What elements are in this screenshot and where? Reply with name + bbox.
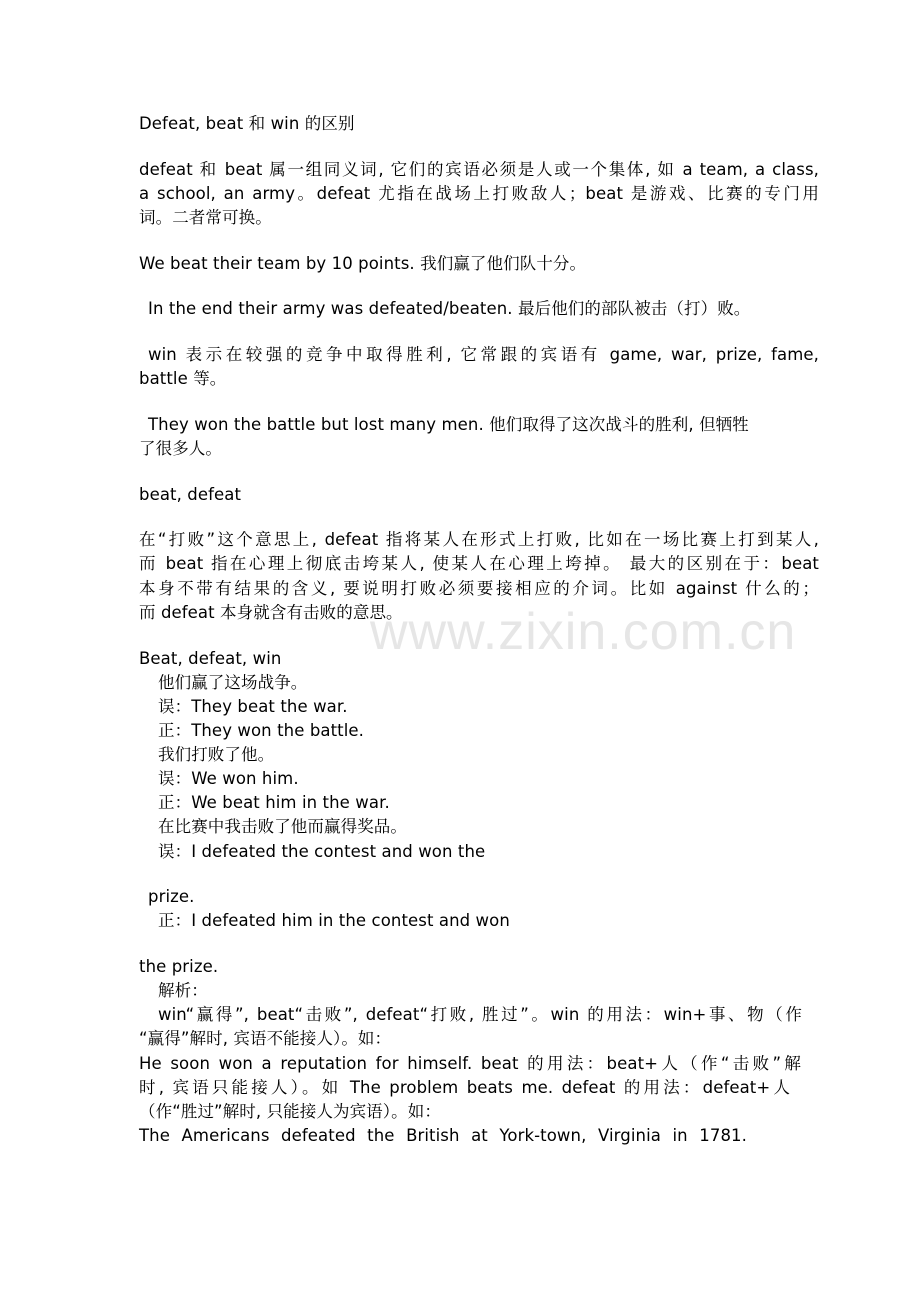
paragraph-line: a school, an army。defeat 尤指在战场上打败敌人；beat 是游戏、比赛的专门用 [139, 184, 819, 203]
paragraph-line: 而 defeat 本身就含有击败的意思。 [139, 603, 403, 622]
example-line: 误：We won him. [158, 769, 299, 788]
paragraph-line: 词。二者常可换。 [139, 208, 272, 227]
example-line: 正：I defeated him in the contest and won [158, 911, 510, 930]
example-sentence: We beat their team by 10 points. 我们赢了他们队十分。 [139, 254, 587, 273]
paragraph-line: win 表示在较强的竞争中取得胜利, 它常跟的宾语有 game, war, prize, fame, [148, 345, 819, 364]
analysis-line: “赢得”解时, 宾语不能接人）。如： [139, 1029, 392, 1048]
analysis-line: （作“胜过”解时, 只能接人为宾语）。如： [139, 1102, 441, 1121]
document-title: Defeat, beat 和 win 的区别 [139, 114, 355, 133]
example-line: 他们赢了这场战争。 [158, 673, 308, 692]
analysis-line: The Americans defeated the British at York-town, Virginia in 1781. [139, 1126, 747, 1145]
analysis-label: 解析： [158, 981, 208, 1000]
example-line: 我们打败了他。 [158, 745, 275, 764]
analysis-line: win“赢得”, beat“击败”, defeat“打败, 胜过”。win 的用法：win+事、物（作 [158, 1005, 802, 1024]
example-line: 误：They beat the war. [158, 697, 348, 716]
paragraph-line: battle 等。 [139, 369, 227, 388]
example-line: 正：They won the battle. [158, 721, 365, 740]
paragraph-line: 在“打败”这个意思上, defeat 指将某人在形式上打败, 比如在一场比赛上打到某人, [139, 530, 819, 549]
section-heading: beat, defeat [139, 485, 242, 504]
analysis-line: He soon won a reputation for himself. beat 的用法：beat+人（作“击败”解 [139, 1054, 801, 1073]
example-line: the prize. [139, 957, 219, 976]
paragraph-line: defeat 和 beat 属一组同义词, 它们的宾语必须是人或一个集体, 如 a team, a class, [139, 160, 819, 179]
paragraph-line: 而 beat 指在心理上彻底击垮某人, 使某人在心理上垮掉。 最大的区别在于：beat [139, 554, 819, 573]
section-heading: Beat, defeat, win [139, 649, 282, 668]
example-line: prize. [148, 887, 195, 906]
watermark: www.zixin.com.cn [370, 603, 797, 661]
example-line: 正：We beat him in the war. [158, 793, 390, 812]
example-sentence: 了很多人。 [139, 439, 222, 458]
example-line: 误：I defeated the contest and won the [158, 842, 486, 861]
analysis-line: 时, 宾语只能接人）。如 The problem beats me. defeat 的用法：defeat+人 [139, 1078, 790, 1097]
paragraph-line: 本身不带有结果的含义, 要说明打败必须要接相应的介词。比如 against 什么的； [139, 579, 819, 598]
example-sentence: In the end their army was defeated/beaten. 最后他们的部队被击（打）败。 [148, 299, 751, 318]
example-sentence: They won the battle but lost many men. 他们取得了这次战斗的胜利, 但牺牲 [148, 415, 749, 434]
example-line: 在比赛中我击败了他而赢得奖品。 [158, 817, 407, 836]
